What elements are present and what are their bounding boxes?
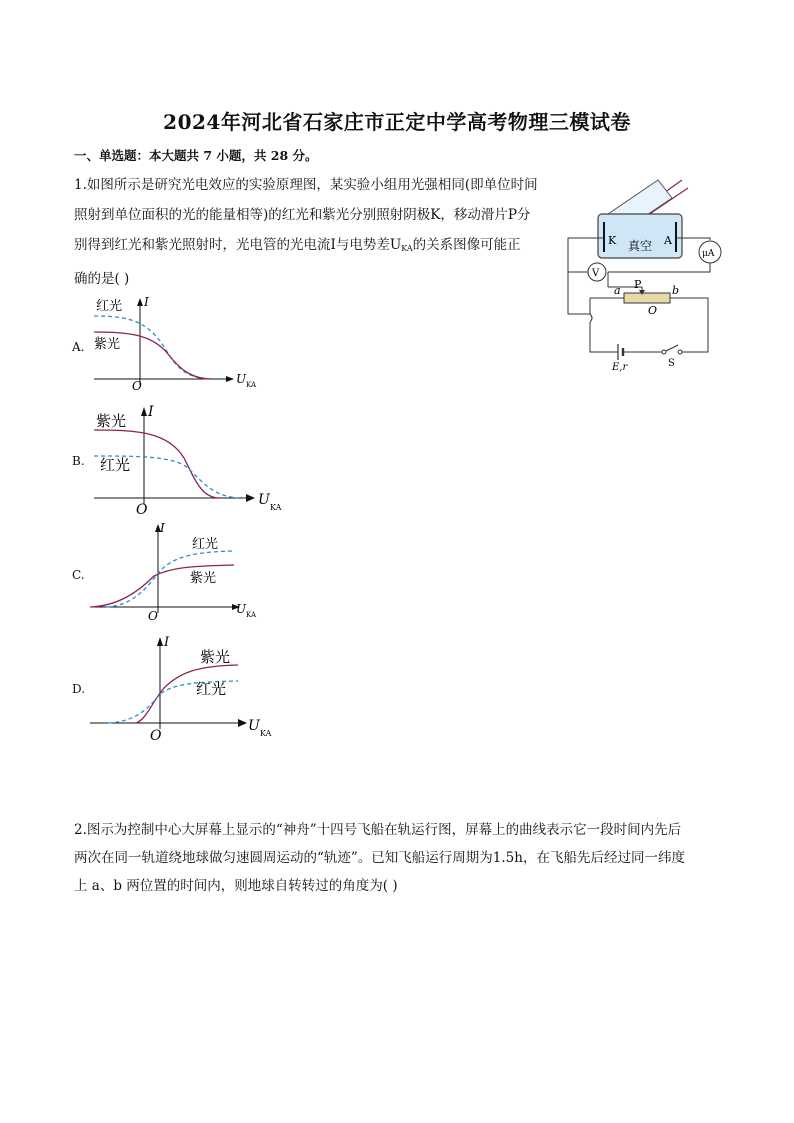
option-b-graph[interactable] xyxy=(88,398,298,520)
midpoint-label: O xyxy=(648,304,658,317)
axis-u-subscript: KA xyxy=(246,611,257,619)
axis-u-label: U xyxy=(258,492,270,508)
axis-u-subscript: KA xyxy=(246,381,257,389)
red-light-label: 红光 xyxy=(196,680,227,698)
battery-label: E,r xyxy=(612,362,628,372)
red-light-label: 红光 xyxy=(100,456,131,474)
option-c-graph[interactable] xyxy=(88,518,278,626)
cathode-label: K xyxy=(608,234,617,247)
photoelectric-circuit-diagram xyxy=(560,172,730,372)
terminal-a-label: a xyxy=(614,284,621,297)
origin-label: O xyxy=(148,609,158,623)
q2-line-2: 两次在同一轨道绕地球做匀速圆周运动的“轨迹”。已知飞船运行周期为1.5h，在飞船先后经过同一纬度 xyxy=(74,850,685,866)
axis-u-label: U xyxy=(236,602,247,616)
anode-label: A xyxy=(664,234,672,247)
purple-light-label: 紫光 xyxy=(190,571,217,586)
axis-i-label: I xyxy=(148,404,154,420)
option-a-label[interactable]: A. xyxy=(72,340,85,354)
option-c-label[interactable]: C. xyxy=(72,568,85,582)
microammeter-label: μA xyxy=(702,249,715,259)
origin-label: O xyxy=(136,502,148,518)
voltmeter-label: V xyxy=(592,268,600,279)
switch-label: S xyxy=(668,358,675,369)
origin-label: O xyxy=(132,379,142,390)
red-light-label: 红光 xyxy=(192,537,219,552)
option-a-graph[interactable] xyxy=(88,290,268,390)
q1-line-2: 照射到单位面积的光的能量相等)的红光和紫光分别照射阴极K，移动滑片P分 xyxy=(74,207,531,223)
axis-u-subscript: KA xyxy=(260,729,272,738)
q1-line-3: 别得到红光和紫光照射时，光电管的光电流I与电势差$U_{KA}$的关系图像可能正 xyxy=(74,237,521,253)
option-d-label[interactable]: D. xyxy=(72,682,86,696)
q2-line-1: 2.图示为控制中心大屏幕上显示的“神舟”十四号飞船在轨运行图，屏幕上的曲线表示它一段时间内先后 xyxy=(74,822,682,838)
page-title: 2024年河北省石家庄市正定中学高考物理三模试卷 xyxy=(163,110,631,134)
axis-i-label: I xyxy=(160,521,165,535)
axis-u-subscript: KA xyxy=(270,503,282,512)
red-light-label: 红光 xyxy=(96,299,123,314)
axis-u-label: U xyxy=(236,372,247,386)
purple-light-label: 紫光 xyxy=(96,412,127,430)
section-heading: 一、单选题：本大题共 7 小题，共 28 分。 xyxy=(74,148,318,163)
question-2-text xyxy=(74,816,724,900)
question-1-text xyxy=(74,170,554,294)
slider-label: P xyxy=(634,278,642,291)
purple-light-label: 紫光 xyxy=(94,337,121,352)
q2-line-3: 上 a、b 两位置的时间内，则地球自转转过的角度为( ) xyxy=(74,878,398,894)
axis-u-label: U xyxy=(248,718,260,734)
rheostat xyxy=(624,293,670,303)
purple-light-label: 紫光 xyxy=(200,648,231,666)
vacuum-label: 真空 xyxy=(628,239,653,253)
option-d-graph[interactable] xyxy=(88,632,288,744)
q1-line-1: 1.如图所示是研究光电效应的实验原理图，某实验小组用光强相同(即单位时间 xyxy=(74,177,538,193)
option-b-label[interactable]: B. xyxy=(72,454,85,468)
axis-i-label: I xyxy=(164,635,170,650)
terminal-b-label: b xyxy=(672,284,680,297)
axis-i-label: I xyxy=(144,295,149,309)
q1-line-4: 确的是( ) xyxy=(74,271,130,287)
origin-label: O xyxy=(150,728,162,744)
